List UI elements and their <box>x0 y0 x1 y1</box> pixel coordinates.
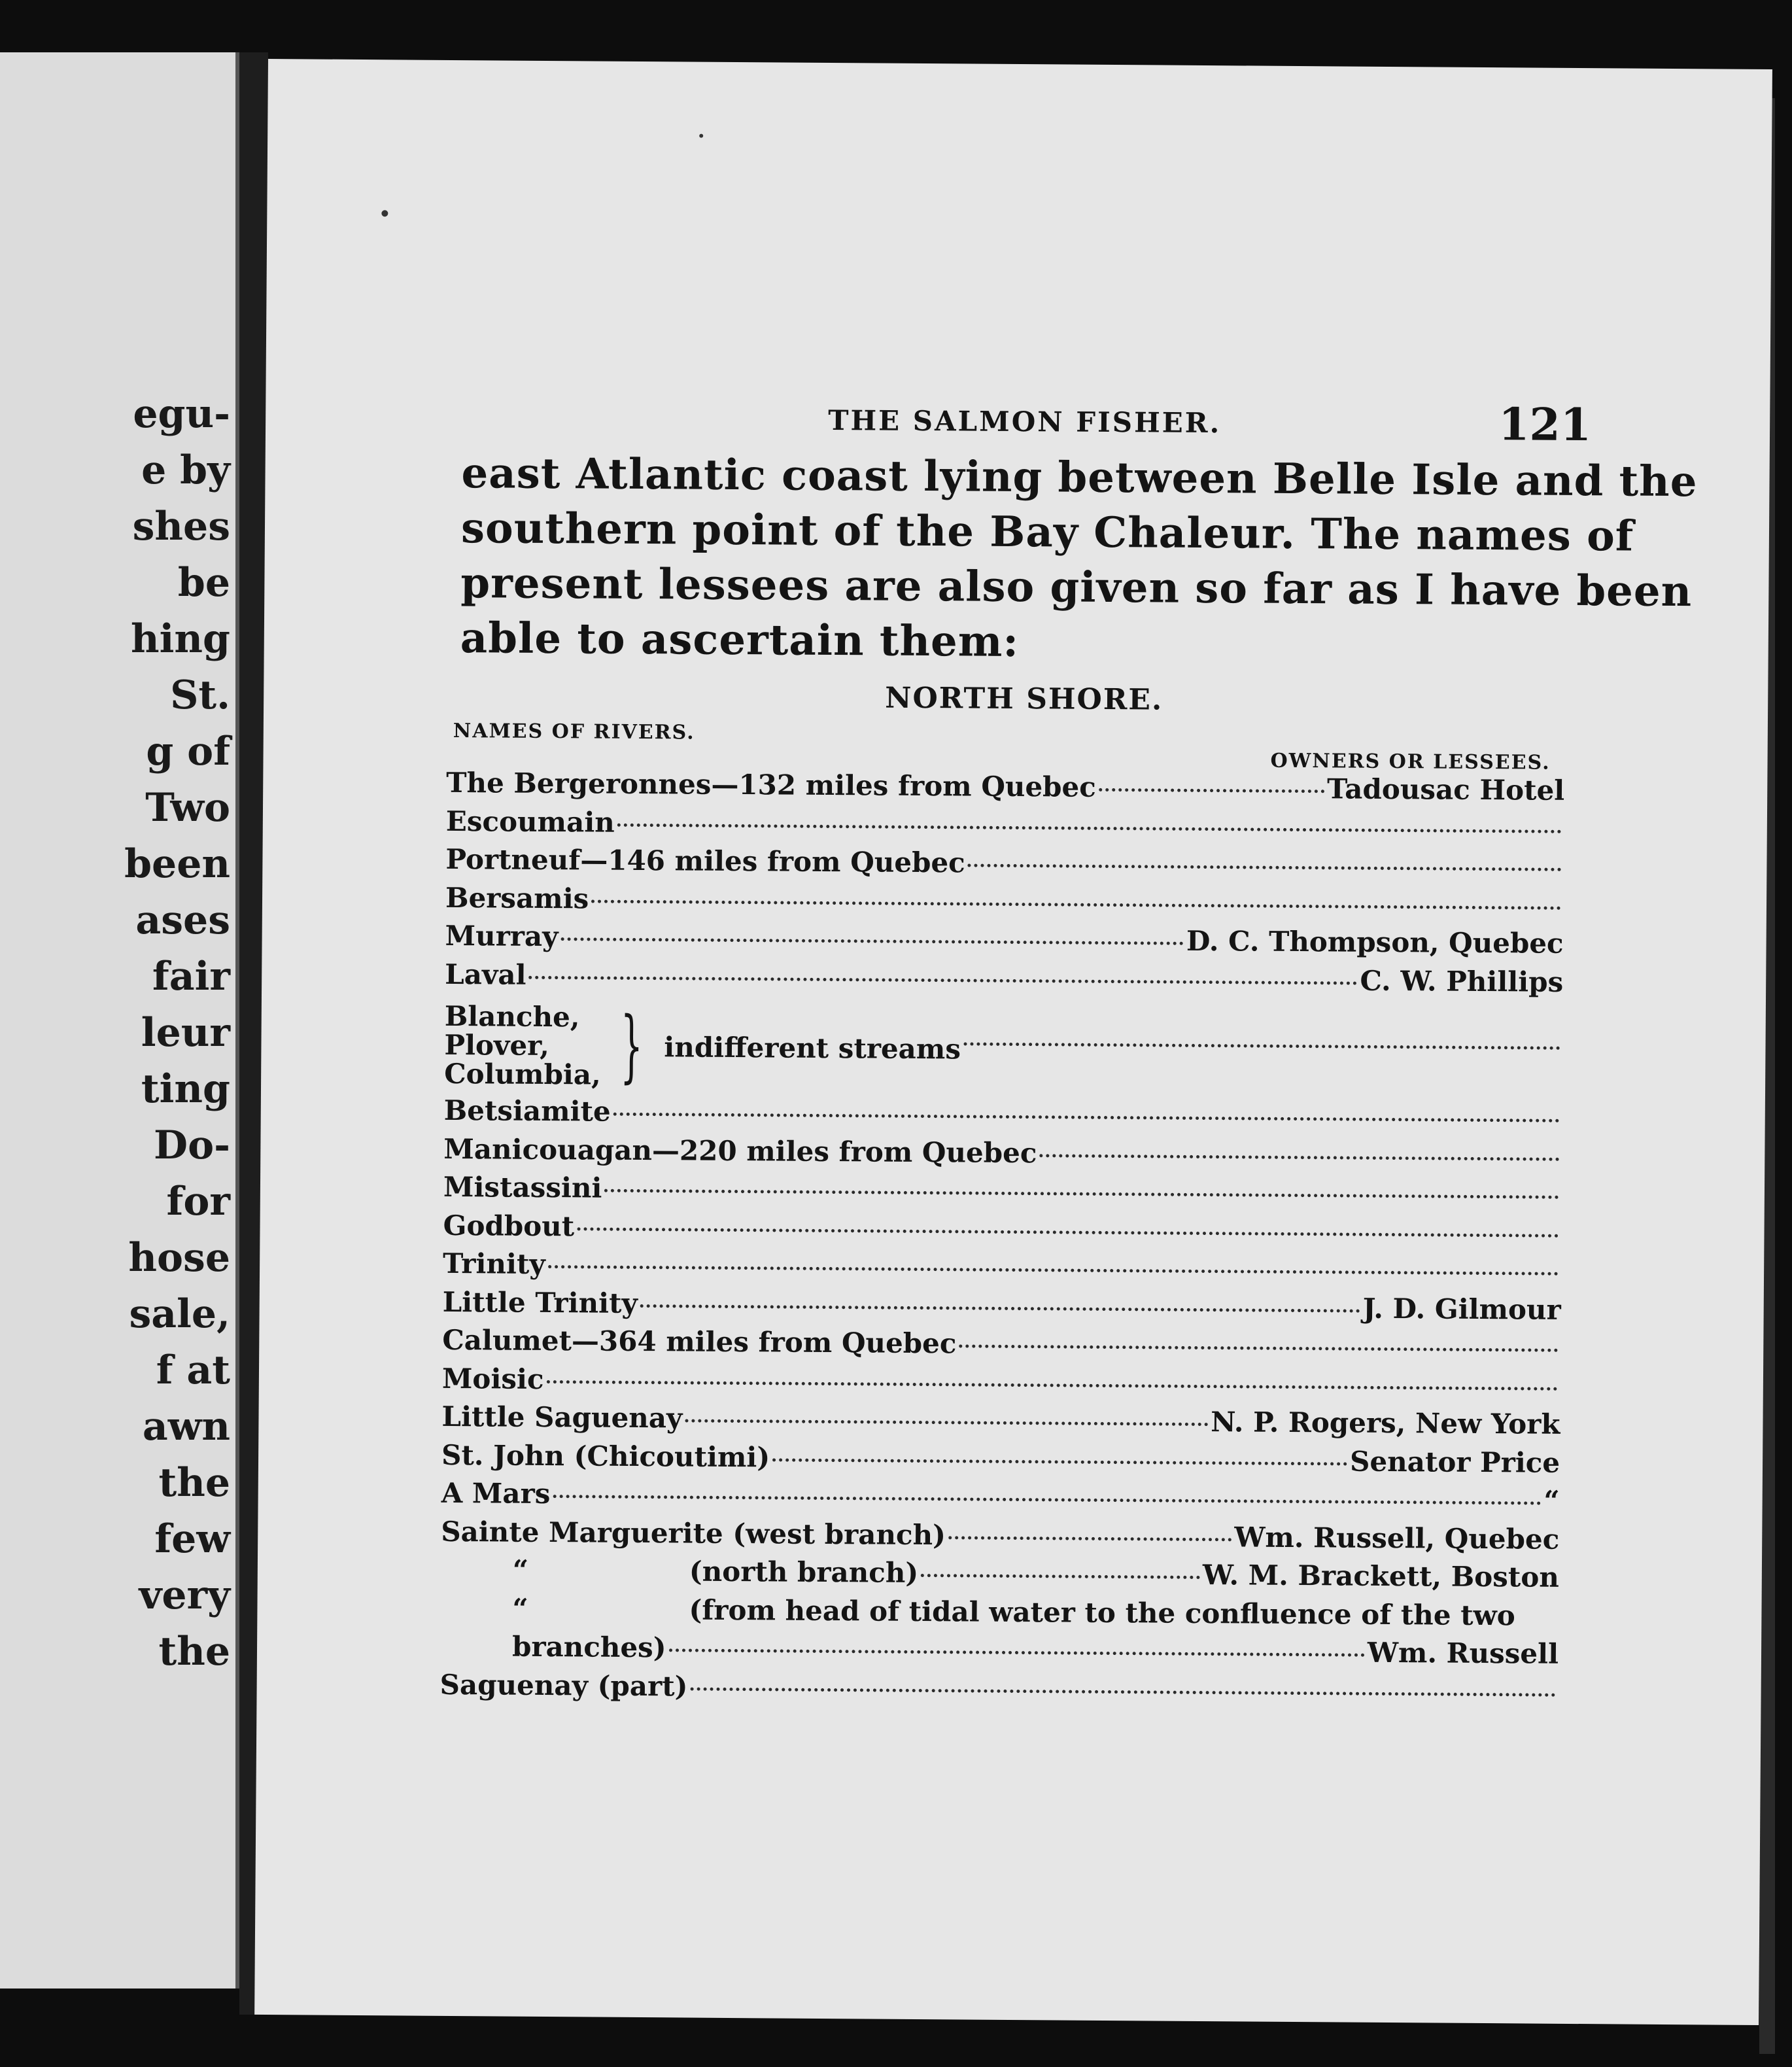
section-title: NORTH SHORE. <box>885 681 1163 717</box>
river-name: Godbout <box>443 1209 575 1242</box>
facing-line: hose <box>128 1235 230 1281</box>
running-head-title: THE SALMON FISHER. <box>827 404 1222 440</box>
leader-dots <box>1099 788 1324 793</box>
intro-line: southern point of the Bay Chaleur. The names of <box>460 504 1634 561</box>
river-row-grouped <box>444 996 1563 1102</box>
river-name: Escoumain <box>445 805 615 839</box>
river-name: Murray <box>445 919 559 953</box>
leader-dots <box>617 823 1562 833</box>
leader-dots <box>613 1113 1560 1122</box>
leader-dots <box>561 937 1184 945</box>
river-name: Little Trinity <box>442 1285 638 1319</box>
river-name: St. John (Chicoutimi) <box>441 1438 770 1473</box>
river-name: Little Saguenay <box>441 1400 683 1434</box>
leader-dots <box>529 975 1358 984</box>
facing-line: leur <box>141 1010 230 1056</box>
river-name-group <box>444 999 601 1091</box>
leader-dots <box>640 1304 1360 1313</box>
facing-line: ting <box>141 1066 230 1112</box>
column-header-rivers: NAMES OF RIVERS. <box>453 720 695 744</box>
facing-line: the <box>158 1460 230 1506</box>
leader-dots <box>577 1227 1559 1237</box>
river-owner: Tadousac Hotel <box>1326 773 1565 807</box>
facing-line: sale, <box>129 1291 230 1337</box>
river-name: Betsiamite <box>443 1094 611 1128</box>
river-name: Portneuf—146 miles from Quebec <box>445 842 965 879</box>
river-name: Sainte Marguerite (west branch) <box>441 1515 946 1551</box>
river-name: Trinity <box>442 1247 545 1281</box>
leader-dots <box>772 1458 1347 1465</box>
river-name: Laval <box>445 958 526 991</box>
river-owner: Wm. Russell, Quebec <box>1234 1520 1560 1555</box>
river-owner: W. M. Brackett, Boston <box>1202 1559 1560 1593</box>
leader-dots <box>553 1495 1541 1505</box>
river-owner: C. W. Phillips <box>1360 964 1564 998</box>
river-row <box>439 1668 1558 1714</box>
river-name-ditto <box>440 1591 1515 1631</box>
river-name: Columbia, <box>444 1057 601 1091</box>
group-note: indifferent streams <box>664 1030 961 1065</box>
intro-line: east Atlantic coast lying between Belle Isle and the <box>461 449 1698 507</box>
facing-line: ases <box>135 897 230 943</box>
intro-line: present lessees are also given so far as I have been <box>460 559 1693 617</box>
leader-dots <box>685 1419 1208 1427</box>
intro-line: able to ascertain them: <box>460 614 1020 667</box>
leader-dots <box>948 1536 1232 1541</box>
leader-dots <box>959 1344 1558 1351</box>
curly-brace-icon: } <box>619 1000 643 1092</box>
river-branch: (from head of tidal water to the confluence of the two <box>689 1593 1515 1631</box>
leader-dots <box>604 1189 1559 1199</box>
river-owner: Senator Price <box>1349 1445 1560 1479</box>
facing-line: egu- <box>133 391 230 437</box>
facing-line: fair <box>152 954 230 999</box>
river-owner: D. C. Thompson, Quebec <box>1186 924 1564 960</box>
leader-dots <box>547 1380 1558 1391</box>
intro-paragraph <box>460 446 1698 674</box>
facing-line: very <box>139 1572 230 1618</box>
facing-line: f at <box>156 1347 230 1393</box>
river-name: Manicouagan—220 miles from Quebec <box>443 1132 1037 1169</box>
facing-line: hing <box>131 616 230 662</box>
river-name-ditto <box>441 1554 919 1589</box>
river-name: Plover, <box>444 1028 550 1062</box>
river-name: Calumet—364 miles from Quebec <box>442 1323 957 1360</box>
river-name: Mistassini <box>443 1170 602 1204</box>
facing-line: Two <box>145 785 230 831</box>
leader-dots <box>690 1687 1555 1696</box>
river-list <box>439 767 1564 1714</box>
page-number: 121 <box>1498 398 1592 452</box>
ditto-mark: “ <box>512 1554 529 1586</box>
river-branch: (north branch) <box>689 1555 919 1589</box>
leader-dots <box>1039 1154 1559 1161</box>
leader-dots <box>921 1574 1200 1579</box>
river-owner: J. D. Gilmour <box>1362 1292 1561 1326</box>
facing-line: few <box>154 1516 230 1562</box>
facing-page <box>0 52 239 1989</box>
facing-line: g of <box>146 729 230 774</box>
leader-dots <box>669 1648 1365 1656</box>
book-page <box>254 59 1772 2025</box>
ink-speck <box>699 134 703 138</box>
running-head <box>266 340 1770 452</box>
leader-dots <box>963 1042 1560 1049</box>
river-name: Bersamis <box>445 881 589 914</box>
river-name: A Mars <box>441 1476 551 1510</box>
river-name: branches) <box>511 1630 666 1664</box>
facing-line: been <box>124 841 230 887</box>
facing-line: awn <box>142 1404 230 1450</box>
ink-speck <box>381 210 388 217</box>
river-name: The Bergeronnes—132 miles from Quebec <box>446 766 1096 803</box>
river-name: Saguenay (part) <box>439 1668 688 1703</box>
leader-dots <box>548 1265 1559 1276</box>
river-name: Blanche, <box>444 999 580 1034</box>
facing-line: the <box>158 1629 230 1675</box>
leader-dots <box>591 899 1561 909</box>
river-owner: “ <box>1543 1484 1560 1517</box>
facing-line: for <box>166 1179 230 1225</box>
river-owner: N. P. Rogers, New York <box>1211 1406 1560 1440</box>
leader-dots <box>968 863 1562 871</box>
ditto-mark: “ <box>512 1592 528 1625</box>
river-owner: Wm. Russell <box>1367 1636 1559 1670</box>
facing-line: be <box>177 560 230 606</box>
facing-line: shes <box>132 504 230 549</box>
facing-line: e by <box>141 447 230 493</box>
column-header-owners: OWNERS OR LESSEES. <box>1270 749 1551 774</box>
facing-line: St. <box>170 672 230 718</box>
river-name: Moisic <box>441 1362 544 1395</box>
facing-page-text <box>124 386 230 1680</box>
facing-line: Do- <box>154 1122 230 1168</box>
